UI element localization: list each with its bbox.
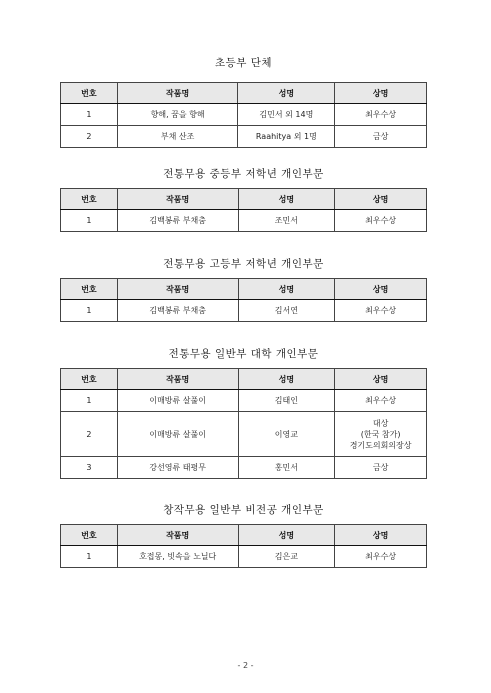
award-line: 경기도의회의장상 <box>349 440 412 450</box>
page-number: - 2 - <box>237 661 254 670</box>
cell-award: 최우수상 <box>335 546 427 568</box>
award-line: 대상 <box>372 418 389 428</box>
table-row <box>61 300 427 322</box>
section-title: 초등부 단체 <box>214 57 273 69</box>
table-header-row <box>61 525 427 546</box>
table-header-row <box>61 189 427 210</box>
cell-award: 최우수상 <box>335 210 427 232</box>
header-award: 상명 <box>335 525 427 546</box>
header-number: 번호 <box>61 369 118 390</box>
cell-award: 금상 <box>335 126 427 148</box>
header-work: 작품명 <box>117 525 238 546</box>
header-number: 번호 <box>61 525 118 546</box>
section-creative-general-nonmajor <box>60 499 427 579</box>
award-line: (한국 참가) <box>360 429 401 439</box>
section-elementary-group <box>60 52 427 152</box>
cell-name: 김은교 <box>238 546 335 568</box>
header-award: 상명 <box>335 189 427 210</box>
header-award: 상명 <box>335 83 427 104</box>
cell-work: 강선영류 태평무 <box>117 457 238 479</box>
header-work: 작품명 <box>117 83 238 104</box>
header-work: 작품명 <box>117 279 238 300</box>
results-table <box>60 278 427 322</box>
table-header-row <box>61 279 427 300</box>
section-title: 창작무용 일반부 비전공 개인부문 <box>163 504 324 516</box>
cell-work: 부채 산조 <box>117 126 238 148</box>
header-number: 번호 <box>61 83 118 104</box>
header-work: 작품명 <box>117 189 238 210</box>
header-name: 성명 <box>238 525 335 546</box>
header-name: 성명 <box>238 189 335 210</box>
table-row <box>61 390 427 412</box>
cell-name: 조민서 <box>238 210 335 232</box>
header-work: 작품명 <box>117 369 238 390</box>
cell-number: 1 <box>61 104 118 126</box>
table-header-row <box>61 83 427 104</box>
cell-work: 이매방류 살풀이 <box>117 390 238 412</box>
results-table <box>60 188 427 232</box>
cell-number: 3 <box>61 457 118 479</box>
header-award: 상명 <box>335 369 427 390</box>
cell-award: 최우수상 <box>335 390 427 412</box>
section-traditional-middle-lower <box>60 163 427 243</box>
cell-award: 금상 <box>335 457 427 479</box>
cell-name: Raahitya 외 1명 <box>238 126 335 148</box>
header-award: 상명 <box>335 279 427 300</box>
cell-award <box>335 412 427 457</box>
cell-work: 향해, 꿈을 향해 <box>117 104 238 126</box>
header-name: 성명 <box>238 83 335 104</box>
table-row <box>61 104 427 126</box>
cell-work: 이매방류 살풀이 <box>117 412 238 457</box>
cell-work: 김백봉류 부채춤 <box>117 210 238 232</box>
table-row <box>61 546 427 568</box>
results-table <box>60 368 427 479</box>
cell-work: 김백봉류 부채춤 <box>117 300 238 322</box>
header-number: 번호 <box>61 279 118 300</box>
header-number: 번호 <box>61 189 118 210</box>
cell-number: 1 <box>61 300 118 322</box>
section-title: 전통무용 고등부 저학년 개인부문 <box>163 258 324 270</box>
cell-name: 홍민서 <box>238 457 335 479</box>
section-title: 전통무용 일반부 대학 개인부문 <box>168 348 319 360</box>
cell-name: 김서연 <box>238 300 335 322</box>
section-title: 전통무용 중등부 저학년 개인부문 <box>163 168 324 180</box>
results-table <box>60 524 427 568</box>
results-table <box>60 82 427 148</box>
table-row <box>61 457 427 479</box>
cell-name: 이영교 <box>238 412 335 457</box>
cell-number: 1 <box>61 390 118 412</box>
header-name: 성명 <box>238 279 335 300</box>
cell-number: 2 <box>61 126 118 148</box>
cell-work: 호접몽, 빗속을 노닐다 <box>117 546 238 568</box>
table-header-row <box>61 369 427 390</box>
section-traditional-general-university <box>60 343 427 483</box>
header-name: 성명 <box>238 369 335 390</box>
cell-number: 1 <box>61 210 118 232</box>
cell-award: 최우수상 <box>335 300 427 322</box>
cell-award: 최우수상 <box>335 104 427 126</box>
table-row <box>61 210 427 232</box>
cell-name: 김민서 외 14명 <box>238 104 335 126</box>
cell-name: 김태인 <box>238 390 335 412</box>
cell-number: 1 <box>61 546 118 568</box>
section-traditional-high-lower <box>60 253 427 333</box>
cell-number: 2 <box>61 412 118 457</box>
table-row <box>61 126 427 148</box>
table-row <box>61 412 427 457</box>
